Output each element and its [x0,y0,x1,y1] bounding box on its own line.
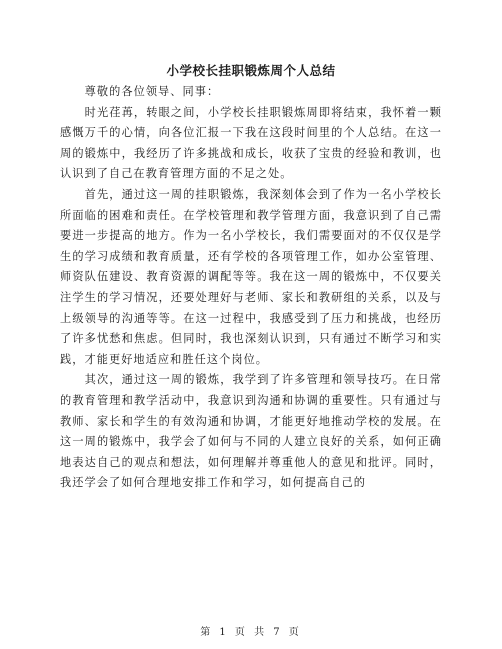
document-title: 小学校长挂职锻炼周个人总结 [166,63,336,78]
paragraph-3: 其次，通过这一周的锻炼，我学到了许多管理和领导技巧。在日常的教育管理和教学活动中，我意识到沟通和协调的重要性。只有通过与教师、家长和学生的有效沟通和协调，才能更好地推动学校的发展。在这一周的锻炼中，我学会了如何与不同的人建立良好的关系，如何正确地表达自己的观点和想法，如何理解并尊重他人的意见和批评。同时，我还学会了如何合理地安排工作和学习，如何提高自己的 [60,373,442,490]
paragraph-2: 首先，通过这一周的挂职锻炼，我深刻体会到了作为一名小学校长所面临的困难和责任。在学校管理和教学管理方面，我意识到了自己需要进一步提高的地方。作为一名小学校长，我们需要面对的不仅仅是学生的学习成绩和教育质量，还有学校的各项管理工作，如办公室管理、师资队伍建设、教育资源的调配等等。我在这一周的锻炼中，不仅要关注学生的学习情况，还要处理好与老师、家长和教研组的关系，以及与上级领导的沟通等等。在这一过程中，我感受到了压力和挑战，也经历了许多忧愁和焦虑。但同时，我也深刻认识到，只有通过不断学习和实践，才能更好地适应和胜任这个岗位。 [60,187,442,366]
paragraph-1: 时光荏苒，转眼之间，小学校长挂职锻炼周即将结束，我怀着一颗感慨万千的心情，向各位汇报一下我在这段时间里的个人总结。在这一周的锻炼中，我经历了许多挑战和成长，收获了宝贵的经验和教训，也认识到了自己在教育管理方面的不足之处。 [60,105,442,181]
page-number-footer: 第 1 页 共 7 页 [200,627,302,638]
salutation: 尊敬的各位领导、同事： [84,85,220,98]
document-body [60,82,442,494]
